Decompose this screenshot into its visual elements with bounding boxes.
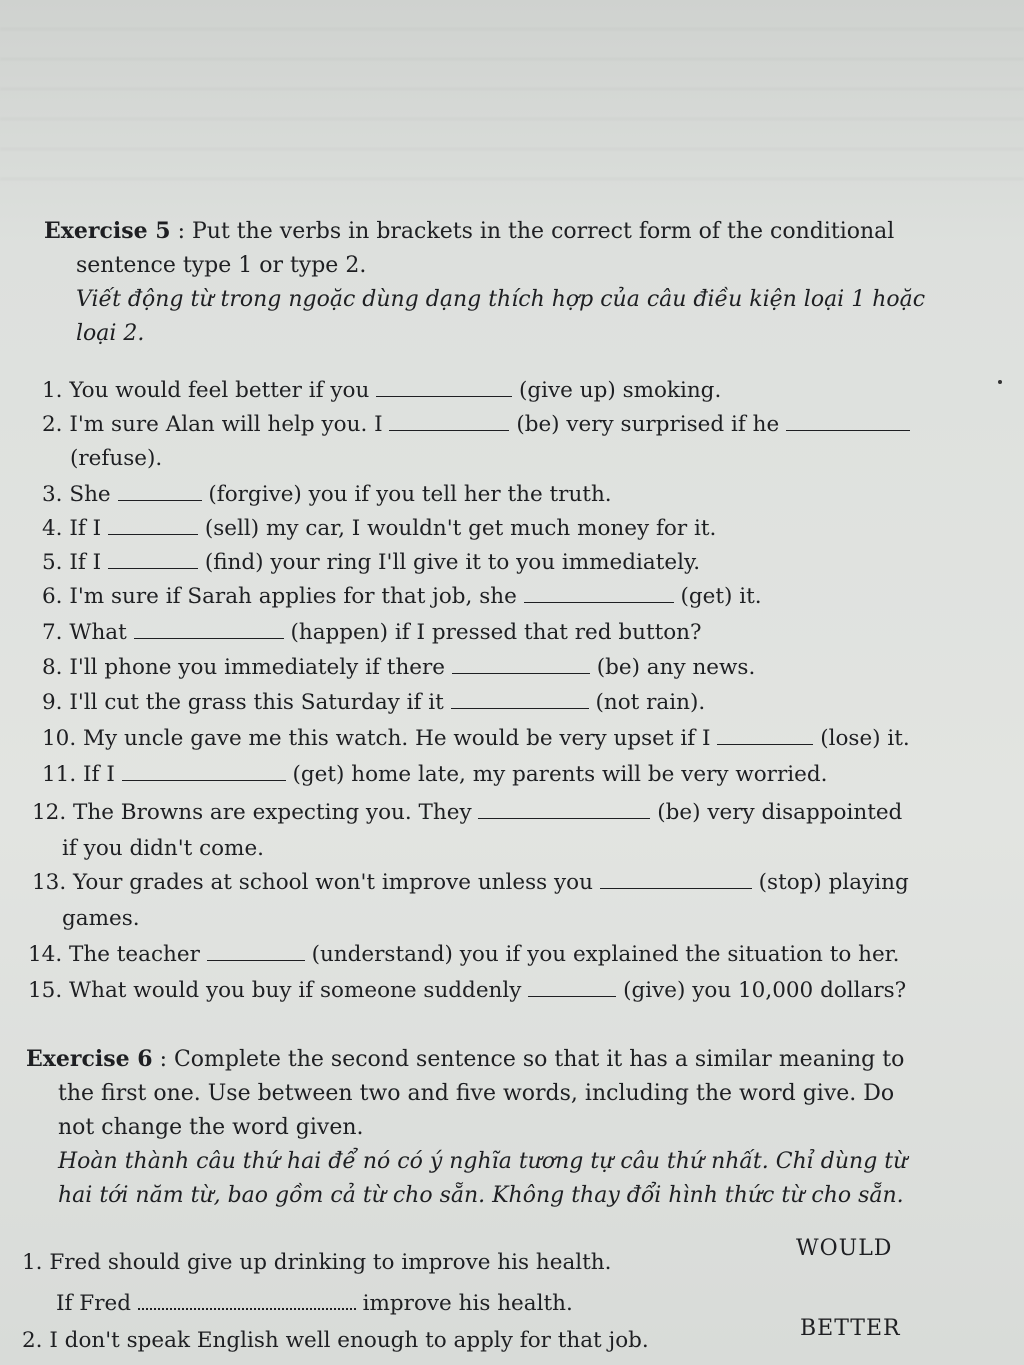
exercise-5-instruction-en-2: sentence type 1 or type 2. [76,253,367,278]
answer-blank[interactable] [118,482,202,501]
ex5-item-12-continued: if you didn't come. [62,836,265,861]
exercise-5-instruction-en-1: : Put the verbs in brackets in the correct form of the conditional [170,219,895,244]
ex5-item-9: 9. I'll cut the grass this Saturday if it (not rain). [42,690,706,715]
exercise-6-instruction-vi-1: Hoàn thành câu thứ hai để nó có ý nghĩa tương tự câu thứ nhất. Chỉ dùng từ [58,1149,908,1174]
exercise-6-instruction-en-3: not change the word given. [58,1115,364,1140]
ex5-item-2-continued: (refuse). [70,446,163,471]
ex5-item-6: 6. I'm sure if Sarah applies for that job, she (get) it. [42,584,762,609]
exercise-6-instruction-en-1: : Complete the second sentence so that it has a similar meaning to [152,1047,905,1072]
ex6-item-1: 1. Fred should give up drinking to improve his health. [22,1250,612,1275]
answer-blank[interactable] [717,726,813,745]
ex5-item-1: 1. You would feel better if you (give up) smoking. [42,378,722,403]
ex5-item-15: 15. What would you buy if someone suddenly (give) you 10,000 dollars? [28,978,907,1003]
answer-blank[interactable] [600,870,752,889]
answer-blank[interactable] [478,800,650,819]
ex5-item-10: 10. My uncle gave me this watch. He would be very upset if I (lose) it. [42,726,910,751]
ex5-item-7: 7. What (happen) if I pressed that red button? [42,620,702,645]
answer-blank[interactable] [138,1290,356,1310]
exercise-5-header [44,214,984,351]
ex5-item-8: 8. I'll phone you immediately if there (be) any news. [42,655,756,680]
ex5-item-14: 14. The teacher (understand) you if you explained the situation to her. [28,942,900,967]
exercise-6-instruction-vi-2: hai tới năm từ, bao gồm cả từ cho sẵn. Không thay đổi hình thức từ cho sẵn. [58,1183,904,1208]
exercise-5-title: Exercise 5 [44,218,171,244]
exercise-6-title: Exercise 6 [26,1046,153,1072]
answer-blank[interactable] [524,584,674,603]
ex5-item-5: 5. If I (find) your ring I'll give it to you immediately. [42,550,701,575]
answer-blank[interactable] [452,655,590,674]
ex5-item-13: 13. Your grades at school won't improve unless you (stop) playing [32,870,909,895]
answer-blank[interactable] [376,378,512,397]
answer-blank[interactable] [207,942,305,961]
answer-blank[interactable] [108,550,198,569]
answer-blank[interactable] [108,516,198,535]
answer-blank[interactable] [134,620,284,639]
answer-blank[interactable] [122,762,286,781]
ex5-item-2: 2. I'm sure Alan will help you. I (be) very surprised if he [42,412,910,437]
answer-blank[interactable] [528,978,616,997]
exercise-6-instruction-en-2: the first one. Use between two and five words, including the word give. Do [58,1081,895,1106]
exercise-5-instruction-vi-1: Viết động từ trong ngoặc dùng dạng thích hợp của câu điều kiện loại 1 hoặc [76,287,926,312]
answer-blank[interactable] [786,412,910,431]
answer-blank[interactable] [451,690,589,709]
bleed-through-text [0,0,1024,190]
ink-speck [998,380,1002,384]
ex5-item-11: 11. If I (get) home late, my parents will be very worried. [42,762,828,787]
answer-blank[interactable] [389,412,509,431]
ex6-item-1-keyword: WOULD [796,1236,893,1261]
exercise-6-header [26,1042,986,1213]
ex6-item-2: 2. I don't speak English well enough to apply for that job. [22,1328,649,1353]
ex6-item-1-answer: If Fred improve his health. [56,1291,573,1316]
ex5-item-4: 4. If I (sell) my car, I wouldn't get much money for it. [42,516,717,541]
exercise-5-instruction-vi-2: loại 2. [76,321,145,346]
ex5-item-13-continued: games. [62,906,140,931]
ex6-item-2-keyword: BETTER [800,1316,901,1341]
ex5-item-12: 12. The Browns are expecting you. They (be) very disappointed [32,800,903,825]
ex5-item-3: 3. She (forgive) you if you tell her the truth. [42,482,612,507]
